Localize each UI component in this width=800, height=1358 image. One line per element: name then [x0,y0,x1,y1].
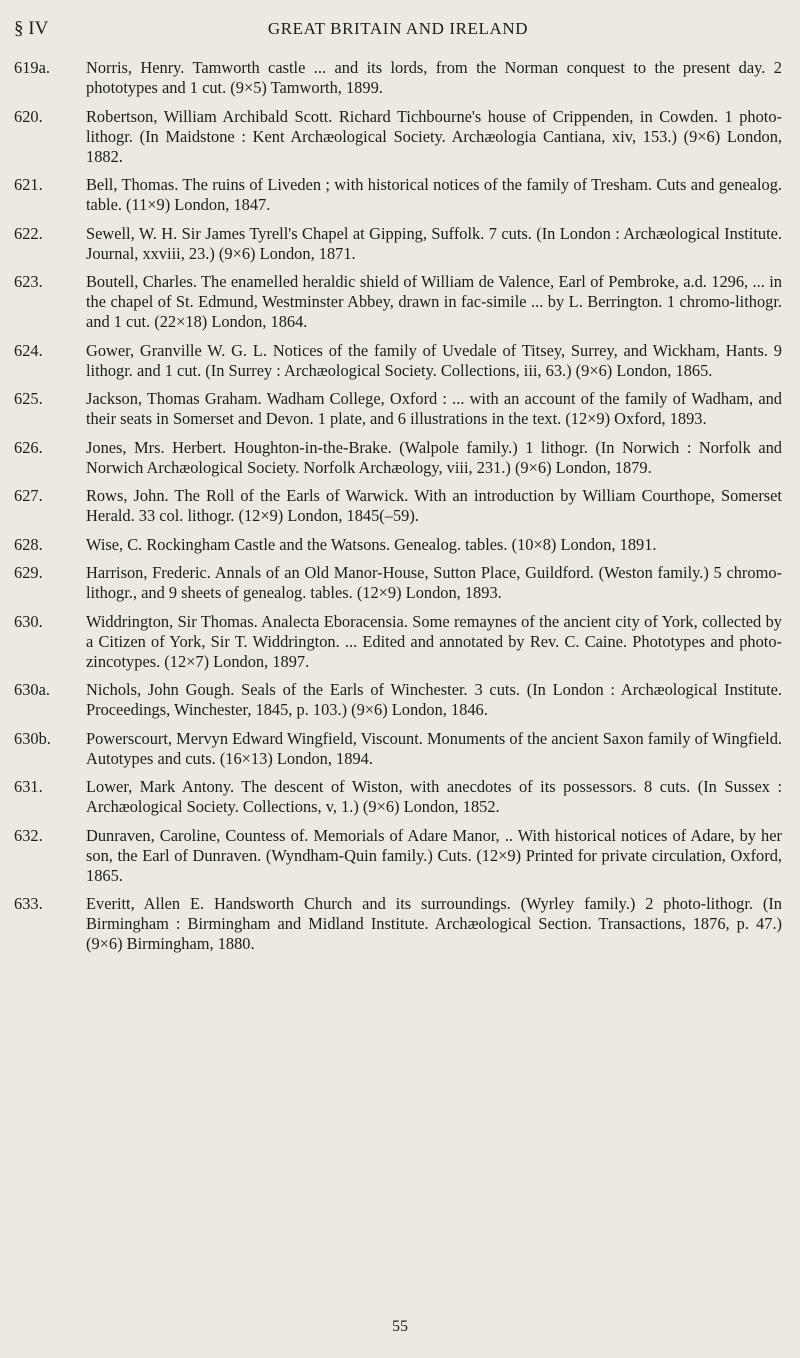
entry-number: 623. [14,272,43,291]
bibliography-entry [14,680,782,720]
entry-number: 625. [14,389,43,408]
bibliography-entry [14,777,782,817]
entry-number: 628. [14,534,43,554]
entry-number: 626. [14,437,43,457]
running-title: GREAT BRITAIN AND IRELAND [267,19,529,38]
bibliography-entry [14,563,782,603]
bibliography-entry [14,486,782,526]
bibliography-entry [14,389,782,429]
entry-number: 633. [14,894,43,913]
bibliography-entry [14,341,782,381]
entry-number: 630. [14,611,43,631]
entry-text: Jackson, Thomas Graham. Wadham College, Oxford : ... with an account of the family of Wadham, and their seats in Somerset and Devon. 1 plate, and 6 illustrations in the text. (12×9) Oxford, 1893. [86,389,782,428]
entry-number: 632. [14,825,43,845]
running-head [14,18,782,42]
bibliography-entry [14,58,782,98]
entry-text: Wise, C. Rockingham Castle and the Watsons. Genealog. tables. (10×8) London, 1891. [86,534,657,554]
entry-number: 624. [14,340,43,360]
page-number: 55 [392,1318,408,1335]
entry-text: Powerscourt, Mervyn Edward Wingfield, Viscount. Monuments of the ancient Saxon family of Wingfield. Autotypes and cuts. (16×13) London, 1894. [86,728,782,768]
entry-text: Boutell, Charles. The enamelled heraldic shield of William de Valence, Earl of Pembroke, a.d. 1296, ... in the chapel of St. Edmund, Westminster Abbey, drawn in fac-simile ... by L. Berrington. 1 chromo-lithogr. and 1 cut. (22×18) London, 1864. [86,272,782,331]
entry-text: Rows, John. The Roll of the Earls of Warwick. With an introduction by William Courthope, Somerset Herald. 33 col. lithogr. (12×9) London, 1845(–59). [86,486,782,525]
entry-number: 630a. [14,680,50,699]
entry-text: Nichols, John Gough. Seals of the Earls of Winchester. 3 cuts. (In London : Archæological Institute. Proceedings, Winchester, 1845, p. 103.) (9×6) London, 1846. [86,680,782,719]
entry-text: Gower, Granville W. G. L. Notices of the family of Uvedale of Titsey, Surrey, and Wickham, Hants. 9 lithogr. and 1 cut. (In Surrey : Archæological Society. Collections, iii, 63.) (9×6) London, 1865. [86,340,782,380]
bibliography-entry [14,535,782,555]
entry-number: 629. [14,563,43,582]
bibliography-list [14,58,782,963]
entry-text: Dunraven, Caroline, Countess of. Memorials of Adare Manor, .. With historical notices of Adare, by her son, the Earl of Dunraven. (Wyndham-Quin family.) Cuts. (12×9) Printed for private circulation, Oxford, 1865. [86,825,782,885]
entry-text: Harrison, Frederic. Annals of an Old Manor-House, Sutton Place, Guildford. (Weston family.) 5 chromo-lithogr., and 9 sheets of genealog. tables. (12×9) London, 1893. [86,563,782,602]
bibliography-entry [14,729,782,769]
entry-text: Norris, Henry. Tamworth castle ... and its lords, from the Norman conquest to the present day. 2 phototypes and 1 cut. (9×5) Tamworth, 1899. [86,58,782,97]
entry-number: 622. [14,223,43,243]
entry-number: 620. [14,106,43,126]
entry-text: Everitt, Allen E. Handsworth Church and its surroundings. (Wyrley family.) 2 photo-lithogr. (In Birmingham : Birmingham and Midland Institute. Archæological Section. Transactions, 1876, p. 47.) (9×6) Birmingham, 1880. [86,894,782,953]
entry-number: 631. [14,777,43,796]
entry-text: Bell, Thomas. The ruins of Liveden ; with historical notices of the family of Tresham. Cuts and genealog. table. (11×9) London, 1847. [86,175,782,214]
bibliography-entry [14,894,782,954]
bibliography-entry [14,107,782,167]
entry-text: Widdrington, Sir Thomas. Analecta Eboracensia. Some remaynes of the ancient city of York, collected by a Citizen of York, Sir T. Widdrington. ... Edited and annotated by Rev. C. Caine. Phototypes and photo-zincotypes. (12×7) London, 1897. [86,611,782,671]
entry-number: 621. [14,175,43,194]
bibliography-entry [14,826,782,886]
bibliography-entry [14,438,782,478]
entry-text: Jones, Mrs. Herbert. Houghton-in-the-Brake. (Walpole family.) 1 lithogr. (In Norwich : Norfolk and Norwich Archæological Society. Norfolk Archæology, viii, 231.) (9×6) London, 1879. [86,437,782,477]
entry-text: Sewell, W. H. Sir James Tyrell's Chapel at Gipping, Suffolk. 7 cuts. (In London : Archæological Institute. Journal, xxviii, 23.) (9×6) London, 1871. [86,223,782,263]
bibliography-entry [14,224,782,264]
entry-number: 619a. [14,58,50,77]
entry-number: 630b. [14,728,51,748]
entry-text: Robertson, William Archibald Scott. Richard Tichbourne's house of Crippenden, in Cowden. 1 photo-lithogr. (In Maidstone : Kent Archæological Society. Archæologia Cantiana, xiv, 153.) (9×6) London, 1882. [86,106,782,166]
section-mark: § IV [14,18,49,39]
bibliography-entry [14,175,782,215]
bibliography-entry [14,272,782,332]
entry-text: Lower, Mark Antony. The descent of Wiston, with anecdotes of its possessors. 8 cuts. (In Sussex : Archæological Society. Collections, v, 1.) (9×6) London, 1852. [86,777,782,816]
entry-number: 627. [14,486,43,505]
bibliography-entry [14,612,782,672]
